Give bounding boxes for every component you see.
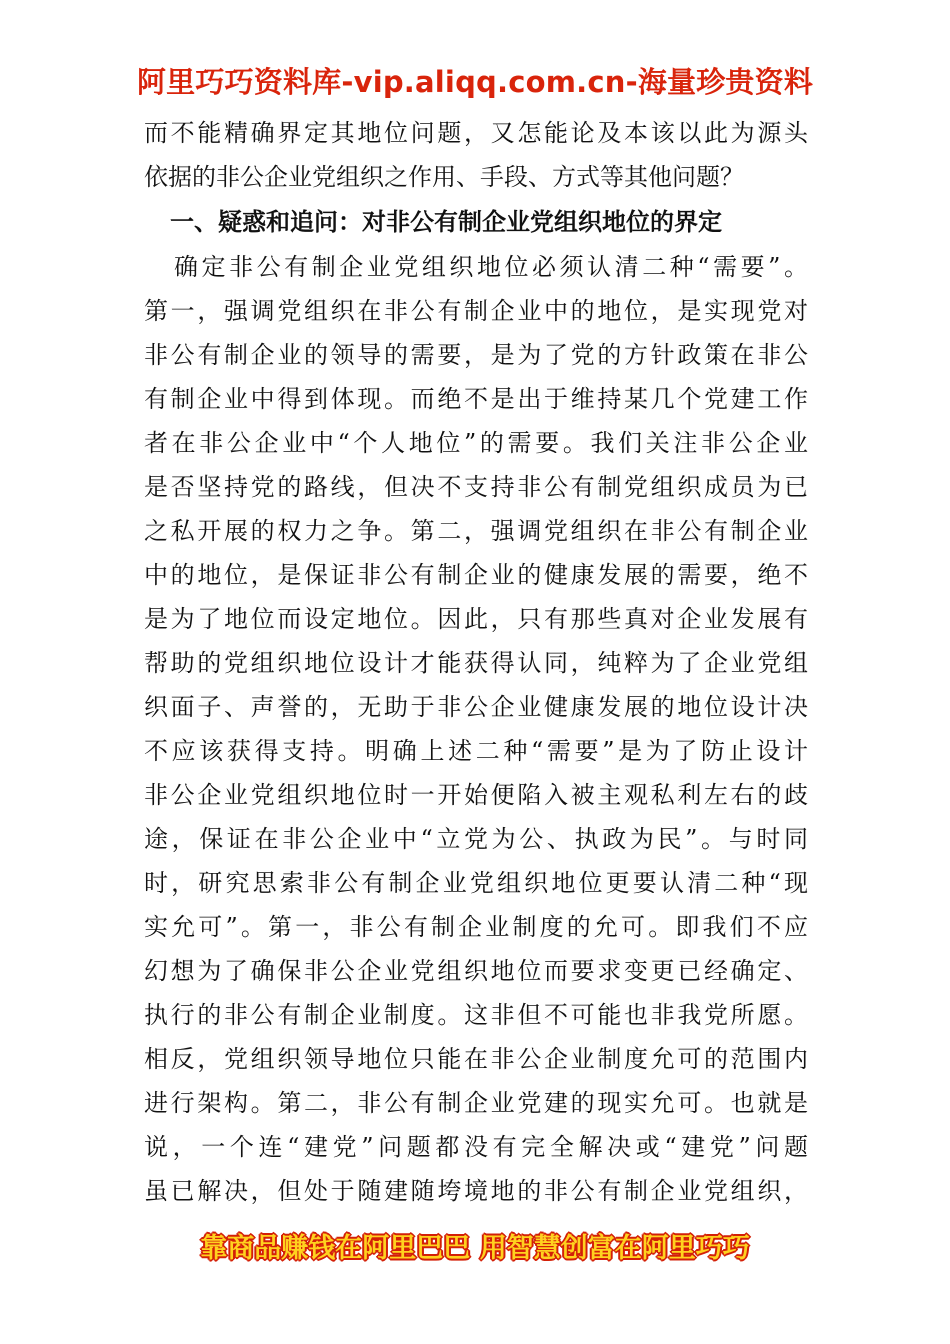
body-line: 途，保证在非公企业中“立党为公、执政为民”。与时同 [144, 825, 808, 853]
body-line: 说，一个连“建党”问题都没有完全解决或“建党”问题 [144, 1133, 808, 1161]
section-heading: 一、疑惑和追问：对非公有制企业党组织地位的界定 [170, 208, 722, 236]
body-line: 幻想为了确保非公企业党组织地位而要求变更已经确定、 [144, 957, 808, 985]
body-line: 非公有制企业的领导的需要，是为了党的方针政策在非公 [144, 341, 808, 369]
body-line: 中的地位，是保证非公有制企业的健康发展的需要，绝不 [144, 561, 808, 589]
body-line: 进行架构。第二，非公有制企业党建的现实允可。也就是 [144, 1089, 808, 1117]
body-line: 之私开展的权力之争。第二，强调党组织在非公有制企业 [144, 517, 808, 545]
body-line: 依据的非公企业党组织之作用、手段、方式等其他问题？ [144, 163, 744, 191]
document-body [144, 111, 808, 1213]
body-line: 相反，党组织领导地位只能在非公企业制度允可的范围内 [144, 1045, 808, 1073]
body-line: 虽已解决，但处于随建随垮境地的非公有制企业党组织， [144, 1177, 808, 1205]
body-line: 织面子、声誉的，无助于非公企业健康发展的地位设计决 [144, 693, 808, 721]
body-line: 非公企业党组织地位时一开始便陷入被主观私利左右的歧 [144, 781, 808, 809]
header-watermark: 阿里巧巧资料库-vip.aliqq.com.cn-海量珍贵资料 [136, 65, 814, 99]
body-line: 有制企业中得到体现。而绝不是出于维持某几个党建工作 [144, 385, 808, 413]
body-line: 者在非公企业中“个人地位”的需要。我们关注非公企业 [144, 429, 808, 457]
footer-slogan: 靠商品赚钱在阿里巴巴 用智慧创富在阿里巧巧 [200, 1233, 750, 1264]
body-line: 不应该获得支持。明确上述二种“需要”是为了防止设计 [144, 737, 808, 765]
body-line: 时，研究思索非公有制企业党组织地位更要认清二种“现 [144, 869, 808, 897]
body-line: 帮助的党组织地位设计才能获得认同，纯粹为了企业党组 [144, 649, 808, 677]
body-line: 是为了地位而设定地位。因此，只有那些真对企业发展有 [144, 605, 808, 633]
body-line: 是否坚持党的路线，但决不支持非公有制党组织成员为已 [144, 473, 808, 501]
body-line: 实允可”。第一，非公有制企业制度的允可。即我们不应 [144, 913, 808, 941]
paragraph-first-line: 确定非公有制企业党组织地位必须认清二种“需要”。 [174, 253, 808, 281]
body-line: 而不能精确界定其地位问题，又怎能论及本该以此为源头 [144, 119, 808, 147]
body-line: 执行的非公有制企业制度。这非但不可能也非我党所愿。 [144, 1001, 808, 1029]
body-line: 第一，强调党组织在非公有制企业中的地位，是实现党对 [144, 297, 808, 325]
